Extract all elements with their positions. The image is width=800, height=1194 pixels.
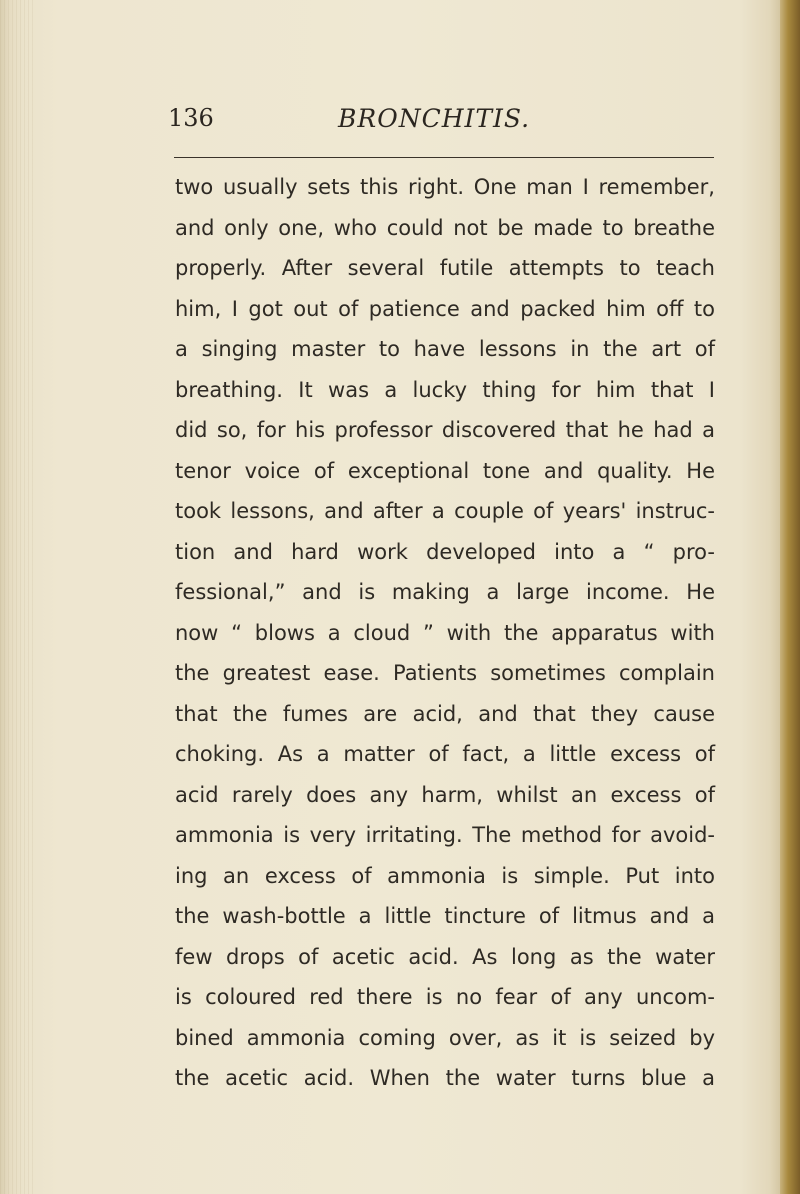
text-line: ing an excess of ammonia is simple. Put into	[175, 863, 715, 888]
text-line: ammonia is very irritating. The method for avoid-	[175, 823, 715, 847]
text-line: the acetic acid. When the water turns blue a	[175, 1066, 715, 1090]
text-line: took lessons, and after a couple of years' instruc-	[175, 499, 715, 523]
text-line: few drops of acetic acid. As long as the water	[175, 944, 715, 969]
text-line: now “ blows a cloud ” with the apparatus with	[175, 620, 715, 645]
text-line: the wash-bottle a little tincture of litmus and a	[175, 904, 715, 928]
text-line: is coloured red there is no fear of any uncom-	[175, 985, 715, 1009]
running-head: BRONCHITIS.	[338, 104, 531, 133]
page-header	[168, 104, 714, 148]
text-line: breathing. It was a lucky thing for him that I	[175, 377, 715, 402]
header-rule	[174, 157, 714, 158]
text-line: the greatest ease. Patients sometimes complain	[175, 661, 715, 685]
text-line: tion and hard work developed into a “ pro-	[175, 539, 715, 564]
text-line: that the fumes are acid, and that they cause	[175, 701, 715, 726]
text-line: acid rarely does any harm, whilst an excess of	[175, 782, 715, 807]
text-line: and only one, who could not be made to breathe	[175, 215, 715, 240]
page-gutter-shadow	[0, 0, 34, 1194]
text-line: him, I got out of patience and packed him off to	[175, 296, 715, 321]
body-text	[175, 167, 715, 1099]
text-line: did so, for his professor discovered that he had a	[175, 418, 715, 442]
page-number: 136	[168, 104, 214, 132]
text-line: choking. As a matter of fact, a little excess of	[175, 742, 715, 766]
text-line: fessional,” and is making a large income. He	[175, 580, 715, 604]
text-line: properly. After several futile attempts to teach	[175, 256, 715, 280]
page-edge-shadow	[780, 0, 800, 1194]
text-line: tenor voice of exceptional tone and quality. He	[175, 458, 715, 483]
text-line: a singing master to have lessons in the art of	[175, 337, 715, 361]
text-line: bined ammonia coming over, as it is seized by	[175, 1025, 715, 1050]
text-line: two usually sets this right. One man I remember,	[175, 175, 715, 199]
